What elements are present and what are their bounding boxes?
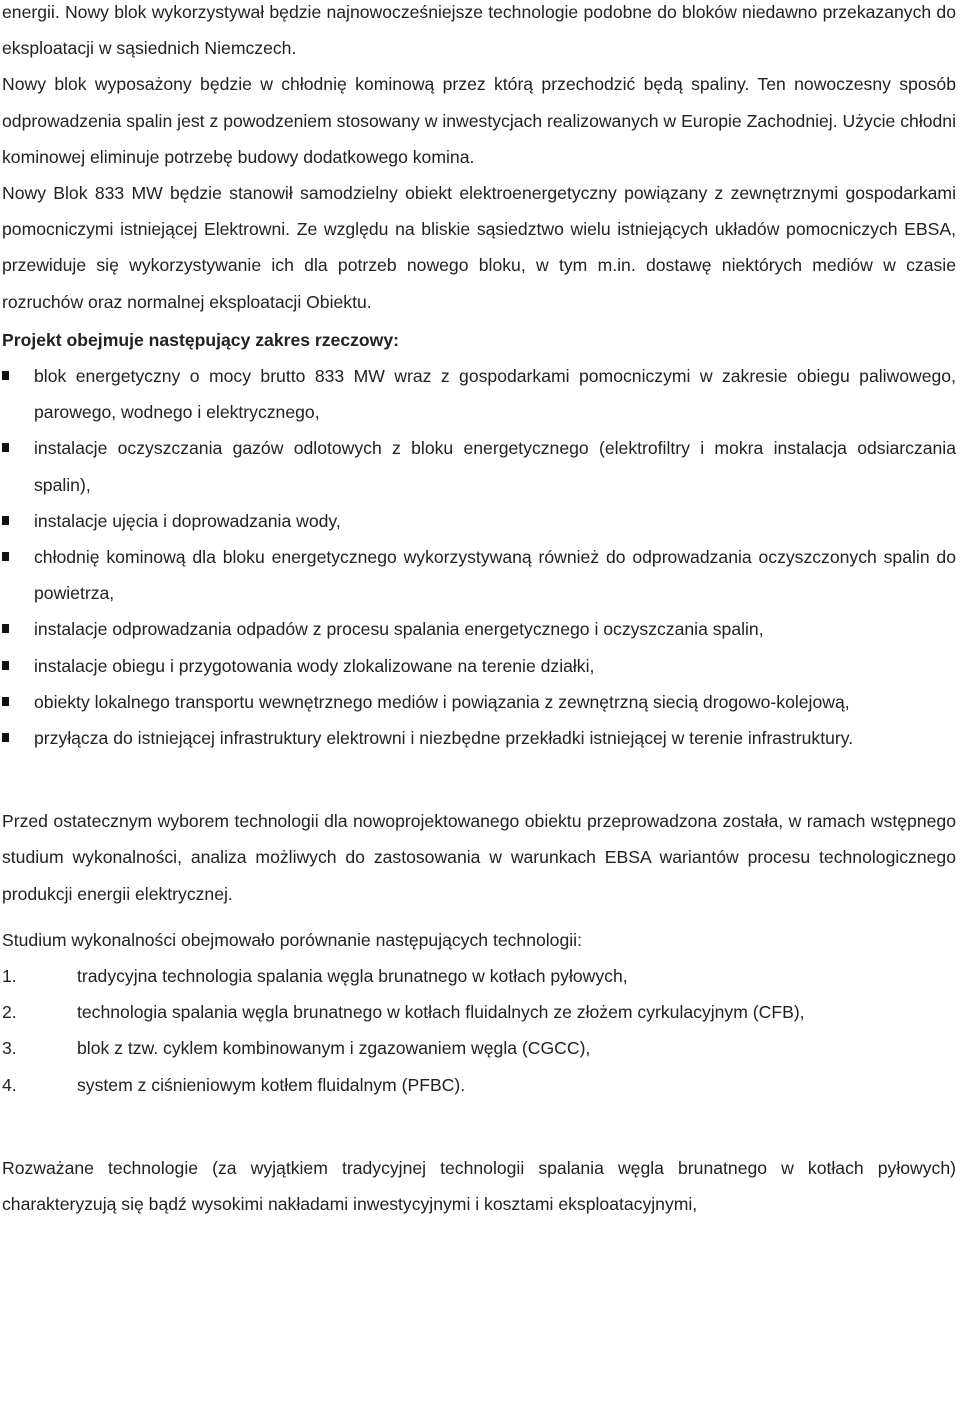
list-item (2, 958, 956, 994)
list-item-text: instalacje ujęcia i doprowadzania wody, (34, 510, 341, 531)
list-item-text: instalacje obiegu i przygotowania wody zlokalizowane na terenie działki, (34, 655, 595, 676)
square-bullet-icon (2, 371, 9, 380)
list-item-text: blok z tzw. cyklem kombinowanym i zgazowaniem węgla (CGCC), (77, 1038, 591, 1059)
scope-heading: Projekt obejmuje następujący zakres rzeczowy: (2, 329, 399, 350)
list-item-text: instalacje oczyszczania gazów odlotowych z bloku energetycznego (elektrofiltry i mokra instalacja odsiarczania spalin), (34, 438, 956, 495)
list-item (2, 994, 956, 1030)
square-bullet-icon (2, 516, 9, 525)
list-item-text: obiekty lokalnego transportu wewnętrznego mediów i powiązania z zewnętrzną siecią drogowo-kolejową, (34, 691, 850, 712)
list-item (2, 648, 956, 684)
list-item (2, 358, 956, 430)
list-item-text: technologia spalania węgla brunatnego w kotłach fluidalnych ze złożem cyrkulacyjnym (CFB), (77, 1002, 805, 1023)
list-item (2, 503, 956, 539)
square-bullet-icon (2, 552, 9, 561)
list-item-text: przyłącza do istniejącej infrastruktury elektrowni i niezbędne przekładki istniejącej w terenie infrastruktury. (34, 728, 854, 749)
paragraph-block-833: Nowy Blok 833 MW będzie stanowił samodzielny obiekt elektroenergetyczny powiązany z zewnętrznymi gospodarkami pomocniczymi istniejącej Elektrowni. Ze względu na bliskie sąsiedztwo wielu istniejących układów pomocniczych EBSA, przewiduje się wykorzystywanie ich dla potrzeb nowego bloku, w tym m.in. dostawę niektórych mediów w czasie rozruchów oraz normalnej eksploatacji Obiektu. (2, 183, 956, 312)
paragraph-cooling-tower: Nowy blok wyposażony będzie w chłodnię kominową przez którą przechodzić będą spaliny. Ten nowoczesny sposób odprowadzenia spalin jest z powodzeniem stosowany w inwestycjach realizowanych w Europie Zachodniej. Użycie chłodni kominowej eliminuje potrzebę budowy dodatkowego komina. (2, 74, 956, 167)
list-item-number: 4. (2, 1074, 17, 1095)
paragraph-intro: energii. Nowy blok wykorzystywał będzie najnowocześniejsze technologie podobne do bloków niedawno przekazanych do eksploatacji w sąsiednich Niemczech. (2, 2, 956, 59)
list-item-text: blok energetyczny o mocy brutto 833 MW wraz z gospodarkami pomocniczymi w zakresie obiegu paliwowego, parowego, wodnego i elektrycznego, (34, 366, 956, 423)
list-item (2, 1030, 956, 1066)
list-item (2, 1067, 956, 1103)
list-item-number: 1. (2, 966, 17, 987)
list-item-text: instalacje odprowadzania odpadów z procesu spalania energetycznego i oczyszczania spalin, (34, 619, 764, 640)
list-item (2, 611, 956, 647)
section-spacer (2, 1103, 956, 1150)
list-item-text: tradycyjna technologia spalania węgla brunatnego w kotłach pyłowych, (77, 966, 628, 987)
paragraph-study-intro: Przed ostatecznym wyborem technologii dla nowoprojektowanego obiektu przeprowadzona została, w ramach wstępnego studium wykonalności, analiza możliwych do zastosowania w warunkach EBSA wariantów procesu technologicznego produkcji energii elektrycznej. (2, 811, 956, 904)
list-item-number: 3. (2, 1038, 17, 1059)
technologies-list (2, 958, 956, 1103)
list-item (2, 430, 956, 502)
scope-list (2, 358, 956, 756)
square-bullet-icon (2, 624, 9, 633)
list-item (2, 539, 956, 611)
list-item-number: 2. (2, 1002, 17, 1023)
list-item (2, 720, 956, 756)
section-spacer (2, 756, 956, 803)
square-bullet-icon (2, 733, 9, 742)
list-item-text: chłodnię kominową dla bloku energetycznego wykorzystywaną również do odprowadzania oczyszczonych spalin do powietrza, (34, 547, 956, 604)
paragraph-study-lead: Studium wykonalności obejmowało porównanie następujących technologii: (2, 929, 582, 950)
square-bullet-icon (2, 661, 9, 670)
square-bullet-icon (2, 443, 9, 452)
document-page (2, 0, 956, 1222)
list-item-text: system z ciśnieniowym kotłem fluidalnym (PFBC). (77, 1074, 466, 1095)
square-bullet-icon (2, 697, 9, 706)
list-item (2, 684, 956, 720)
paragraph-closing: Rozważane technologie (za wyjątkiem tradycyjnej technologii spalania węgla brunatnego w kotłach pyłowych) charakteryzują się bądź wysokimi nakładami inwestycyjnymi i kosztami eksploatacyjnymi, (2, 1157, 956, 1215)
